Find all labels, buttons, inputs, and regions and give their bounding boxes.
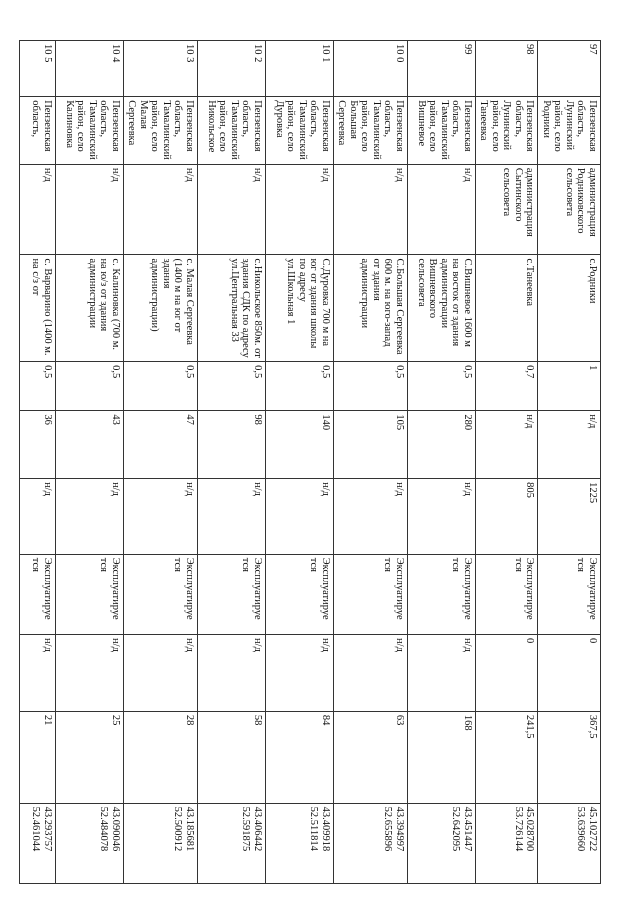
row-coordinates: 43.185681 52.500912 — [124, 803, 198, 883]
row-owner: н/д — [124, 164, 198, 255]
row-status: Эксплуатируе тся — [266, 554, 334, 634]
row-status: Эксплуатируе тся — [20, 554, 56, 634]
row-col7: н/д — [124, 479, 198, 555]
row-col7: 805 — [476, 479, 539, 555]
row-col6: 43 — [56, 411, 124, 479]
row-site: с.Никольское 850м. от здания СДК по адресу ул.Центральная 33 — [198, 255, 266, 362]
row-col5: 0,5 — [20, 362, 56, 411]
row-location: Пензенская область, Тамалинский район, село Калиновка — [56, 97, 124, 165]
row-site: с. Малая Сергеевка (1400 м на юг от здания администрации) — [124, 255, 198, 362]
row-col7: н/д — [408, 479, 476, 555]
row-site: с.Танеевка — [476, 255, 539, 362]
table-row — [56, 41, 124, 884]
row-col6: 140 — [266, 411, 334, 479]
table-body — [20, 41, 601, 884]
row-col10: 58 — [198, 711, 266, 803]
row-col5: 0,5 — [56, 362, 124, 411]
table-row — [476, 41, 539, 884]
row-col10: 84 — [266, 711, 334, 803]
row-number: 99 — [408, 41, 476, 97]
row-location: Пензенская область, Лунинский район, село Родники — [538, 97, 601, 165]
table-row — [538, 41, 601, 884]
row-col5: 0,7 — [476, 362, 539, 411]
rotated-table-sheet — [30, 40, 601, 884]
row-owner: н/д — [56, 164, 124, 255]
row-location: Пензенская область, — [20, 97, 56, 165]
row-site: С.Вишневое 1600 м на восток от здания администрации Вишневского сельсовета — [408, 255, 476, 362]
row-coordinates: 43.406442 52.591875 — [198, 803, 266, 883]
row-owner: администрация Сытинского сельсовета — [476, 164, 539, 255]
row-number: 10 5 — [20, 41, 56, 97]
row-coordinates: 43.451447 52.642095 — [408, 803, 476, 883]
row-coordinates: 45.102722 53.639660 — [538, 803, 601, 883]
table-row — [20, 41, 56, 884]
row-col7: н/д — [56, 479, 124, 555]
row-site: С.Дуровка 700 м на юг от здания школы по адресу ул.Школьная 1 — [266, 255, 334, 362]
row-col6: 105 — [334, 411, 408, 479]
row-owner: н/д — [266, 164, 334, 255]
row-status: Эксплуатируе тся — [124, 554, 198, 634]
row-col7: 1225 — [538, 479, 601, 555]
row-coordinates: 45.028700 53.726144 — [476, 803, 539, 883]
row-col10: 21 — [20, 711, 56, 803]
row-col7: н/д — [198, 479, 266, 555]
row-owner: н/д — [198, 164, 266, 255]
table-row — [334, 41, 408, 884]
row-location: Пензенская область, Лунинский район, село Танеевка — [476, 97, 539, 165]
row-location: Пензенская область, Тамалинский район, село Вишневое — [408, 97, 476, 165]
row-coordinates: 43.409918 52.511814 — [266, 803, 334, 883]
row-coordinates: 43.090046 52.484078 — [56, 803, 124, 883]
row-site: с. Калиновка (700 м. на ю/з от здания администрации — [56, 255, 124, 362]
row-location: Пензенская область, Тамалинский район, село Дуровка — [266, 97, 334, 165]
row-col9: н/д — [408, 635, 476, 712]
row-owner: администрация Родниковского сельсовета — [538, 164, 601, 255]
row-col5: 0,5 — [334, 362, 408, 411]
row-col10: 25 — [56, 711, 124, 803]
row-number: 10 1 — [266, 41, 334, 97]
row-status: Эксплуатируе тся — [334, 554, 408, 634]
row-col5: 1 — [538, 362, 601, 411]
row-number: 98 — [476, 41, 539, 97]
row-col9: н/д — [20, 635, 56, 712]
row-col9: н/д — [124, 635, 198, 712]
row-col9: 0 — [538, 635, 601, 712]
row-col7: н/д — [334, 479, 408, 555]
row-status: Эксплуатируе тся — [408, 554, 476, 634]
row-col9: н/д — [334, 635, 408, 712]
row-col10: 241,5 — [476, 711, 539, 803]
row-col5: 0,5 — [124, 362, 198, 411]
row-col10: 168 — [408, 711, 476, 803]
row-location: Пензенская область, Тамалинский район, село Малая Сергеевка — [124, 97, 198, 165]
row-col7: н/д — [266, 479, 334, 555]
row-status: Эксплуатируе тся — [56, 554, 124, 634]
row-col6: 98 — [198, 411, 266, 479]
row-status: Эксплуатируе тся — [538, 554, 601, 634]
row-col6: 280 — [408, 411, 476, 479]
row-location: Пензенская область, Тамалинский район, село Никольское — [198, 97, 266, 165]
row-col6: 36 — [20, 411, 56, 479]
row-status: Эксплуатируе тся — [198, 554, 266, 634]
row-number: 97 — [538, 41, 601, 97]
row-col10: 63 — [334, 711, 408, 803]
row-col6: 47 — [124, 411, 198, 479]
table-row — [198, 41, 266, 884]
row-owner: н/д — [20, 164, 56, 255]
table-row — [124, 41, 198, 884]
row-number: 10 4 — [56, 41, 124, 97]
row-site: С.Большая Сергеевка 600 м. на юго-запад от здания администрации — [334, 255, 408, 362]
row-col9: н/д — [198, 635, 266, 712]
row-number: 10 3 — [124, 41, 198, 97]
row-col5: 0,5 — [408, 362, 476, 411]
row-coordinates: 43.293757 52.461044 — [20, 803, 56, 883]
row-col9: 0 — [476, 635, 539, 712]
row-col10: 367,5 — [538, 711, 601, 803]
row-site: с. Варварино (1400 м. на с/з от — [20, 255, 56, 362]
table-row — [408, 41, 476, 884]
row-site: с.Родники — [538, 255, 601, 362]
row-col9: н/д — [56, 635, 124, 712]
row-location: Пензенская область, Тамалинский район, село Большая Сергеевка — [334, 97, 408, 165]
row-owner: н/д — [408, 164, 476, 255]
row-col5: 0,5 — [266, 362, 334, 411]
row-col6: н/д — [538, 411, 601, 479]
table-row — [266, 41, 334, 884]
row-col10: 28 — [124, 711, 198, 803]
row-status: Эксплуатируе тся — [476, 554, 539, 634]
row-col9: н/д — [266, 635, 334, 712]
row-col7: н/д — [20, 479, 56, 555]
row-coordinates: 43.394997 52.655896 — [334, 803, 408, 883]
row-number: 10 2 — [198, 41, 266, 97]
wells-table — [19, 40, 601, 884]
row-number: 10 0 — [334, 41, 408, 97]
row-col6: н/д — [476, 411, 539, 479]
row-owner: н/д — [334, 164, 408, 255]
row-col5: 0,5 — [198, 362, 266, 411]
